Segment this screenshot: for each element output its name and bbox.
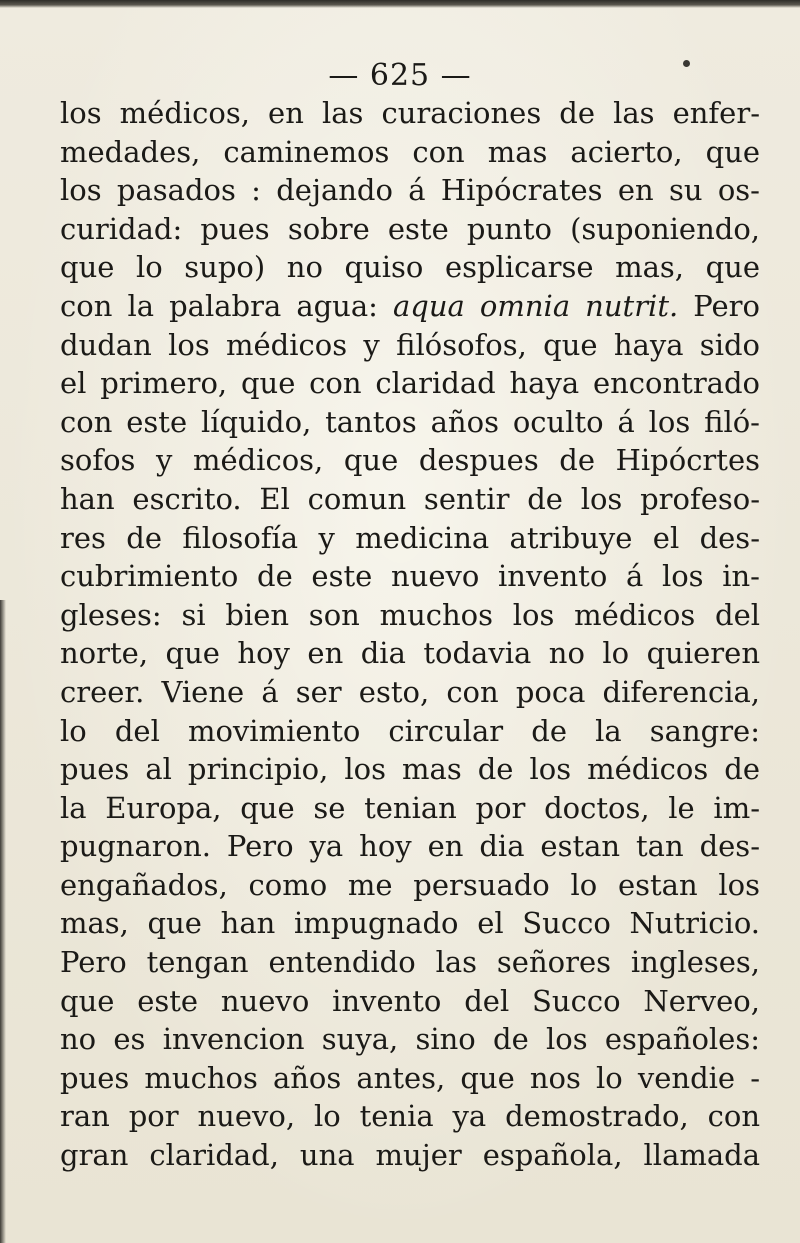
- text-line: [60, 326, 760, 365]
- text-line: [60, 1097, 760, 1136]
- text-segment: lo del movimiento circular de la sangre:: [60, 713, 760, 748]
- text-segment: han escrito. El comun sentir de los profeso-: [60, 481, 760, 516]
- text-line: [60, 519, 760, 558]
- text-segment: pues al principio, los mas de los médicos de: [60, 752, 760, 787]
- text-segment: la Europa, que se tenian por doctos, le im-: [60, 790, 760, 825]
- text-line: [60, 171, 760, 210]
- text-segment: los pasados : dejando á Hipócrates en su os-: [60, 173, 760, 208]
- text-line: [60, 441, 760, 480]
- text-segment: gleses: si bien son muchos los médicos del: [60, 597, 760, 632]
- text-line: [60, 480, 760, 519]
- text-line: [60, 596, 760, 635]
- text-line: [60, 904, 760, 943]
- text-line: [60, 1136, 760, 1175]
- text-line: [60, 364, 760, 403]
- text-segment: mas, que han impugnado el Succo Nutricio.: [60, 906, 760, 941]
- page-number: — 625 —: [328, 58, 472, 93]
- page-left-edge-shadow: [0, 600, 6, 1243]
- text-segment: pugnaron. Pero ya hoy en dia estan tan des-: [60, 829, 760, 864]
- text-line: [60, 1059, 760, 1098]
- text-line: [60, 1020, 760, 1059]
- text-line: [60, 287, 760, 326]
- text-line: [60, 750, 760, 789]
- text-line: [60, 634, 760, 673]
- text-segment: que lo supo) no quiso esplicarse mas, que: [60, 250, 760, 285]
- body-text: [60, 94, 760, 1175]
- text-line: [60, 210, 760, 249]
- text-line: [60, 866, 760, 905]
- page-top-edge-shadow: [0, 0, 800, 8]
- text-line: [60, 673, 760, 712]
- text-line: [60, 943, 760, 982]
- text-segment: creer. Viene á ser esto, con poca diferencia,: [60, 674, 760, 709]
- text-segment: pues muchos años antes, que nos lo vendie -: [60, 1060, 760, 1095]
- text-line: [60, 827, 760, 866]
- text-segment: gran claridad, una mujer española, llamada: [60, 1138, 760, 1173]
- text-segment: con la palabra agua:: [60, 288, 393, 323]
- text-line: [60, 557, 760, 596]
- text-segment: curidad: pues sobre este punto (suponiendo,: [60, 211, 760, 246]
- text-segment: Pero: [678, 288, 760, 323]
- text-line: [60, 712, 760, 751]
- text-segment: los médicos, en las curaciones de las enfer-: [60, 96, 760, 130]
- text-segment: con este líquido, tantos años oculto á los filó-: [60, 404, 760, 439]
- text-segment: que este nuevo invento del Succo Nerveo,: [60, 983, 760, 1018]
- text-segment: no es invencion suya, sino de los españoles:: [60, 1022, 760, 1057]
- text-segment: medades, caminemos con mas acierto, que: [60, 134, 760, 169]
- text-line: [60, 403, 760, 442]
- text-line: [60, 248, 760, 287]
- text-line: [60, 982, 760, 1021]
- text-segment: engañados, como me persuado lo estan los: [60, 867, 760, 902]
- text-segment: norte, que hoy en dia todavia no lo quieren: [60, 636, 760, 671]
- text-segment: cubrimiento de este nuevo invento á los in-: [60, 559, 760, 594]
- text-line: [60, 94, 760, 133]
- text-segment: dudan los médicos y filósofos, que haya sido: [60, 327, 760, 362]
- text-segment: sofos y médicos, que despues de Hipócrtes: [60, 443, 760, 478]
- text-segment: Pero tengan entendido las señores ingleses,: [60, 945, 760, 980]
- text-line: [60, 789, 760, 828]
- text-segment: res de filosofía y medicina atribuye el des-: [60, 520, 760, 555]
- text-segment: el primero, que con claridad haya encontrado: [60, 366, 760, 401]
- italic-phrase: aqua omnia nutrit.: [393, 288, 679, 323]
- text-line: [60, 133, 760, 172]
- text-segment: ran por nuevo, lo tenia ya demostrado, con: [60, 1099, 760, 1134]
